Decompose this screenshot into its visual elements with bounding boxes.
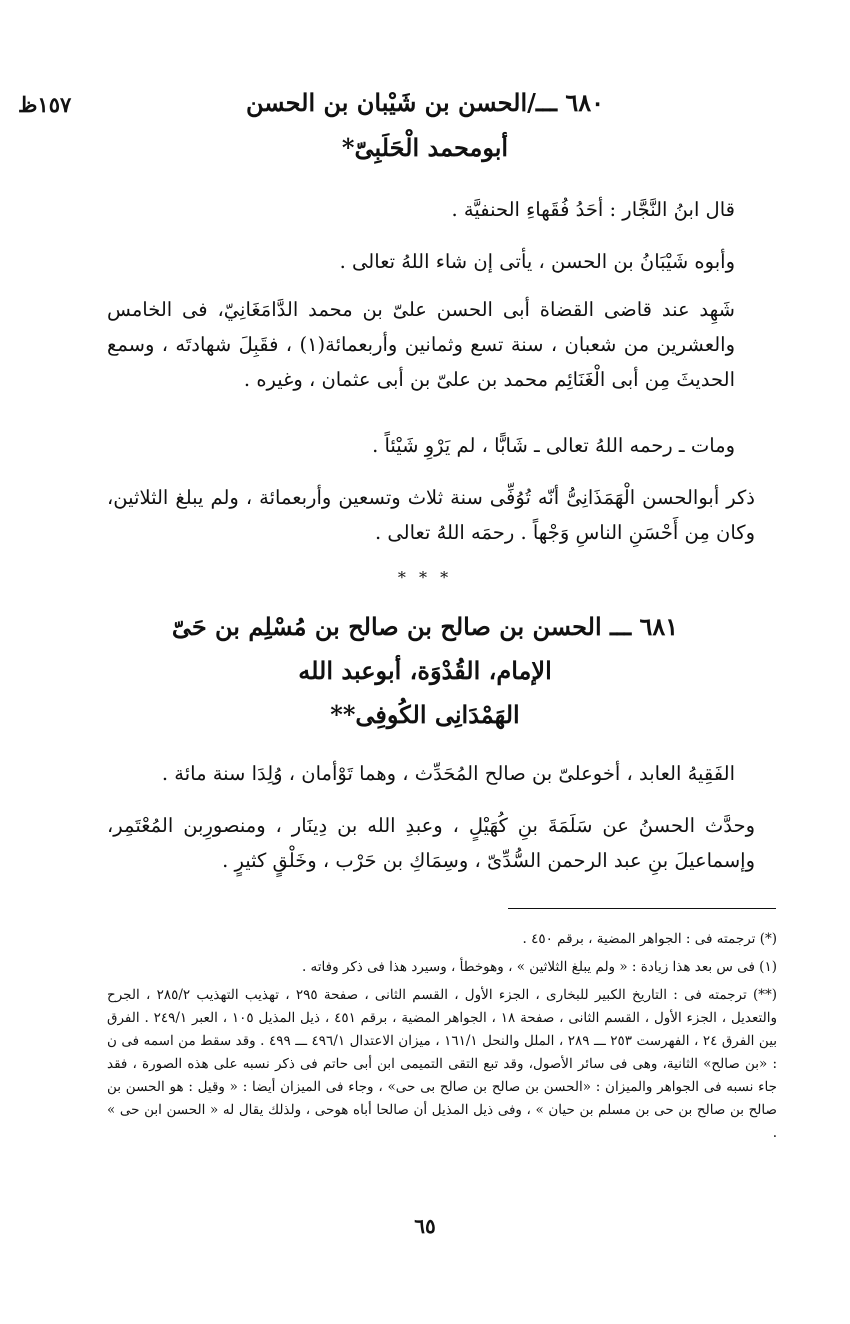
footnote-double-star: (**) ترجمته فى : التاريخ الكبير للبخارى ، الجزء الأول ، القسم الثانى ، صفحة ٢٩٥ ، تهذيب التهذيب ٢٨٥/٢ ، الجرح والتعديل ، الجزء الأول ، القسم الثانى ، صفحة ١٨ ، الجواهر المضية ، برقم ٤٥١ ، ذيل المذيل ١٠٥ ، العبر ٢٤٩/١ . الفرق بين الفرق ٢٤ ، الفهرست ٢٥٣ ـــ ٢٨٩ ، الملل والنحل ١٦١/١ ، ميزان الاعتدال ٤٩٦/١ ـــ ٤٩٩ . وقد سقط من اسمه فى ن : «بن صالح» الثانية، وهى فى سائر الأصول، وقد تبع التقى التميمى ابن أبى حاتم فى ذكر نسبه على هذه الصورة ، فقد جاء نسبه فى الجواهر والميزان : «الحسن بن صالح بن صالح بى حى» ، وجاء فى الميزان أيضا : « وقيل : هو الحسن بن صالح بن صالح بن حى بن مسلم بن حيان » ، وفى ذيل المذيل أن صالحا أباه هوحى ، ولذلك يقال له « الحسن ابن حى » . — [107, 987, 778, 1141]
entry-680-paragraph-4: ومات ـ رحمه اللهُ تعالى ـ شَابًّا ، لم يَرْوِ شَيْئاً . — [372, 434, 735, 457]
section-separator: * * * — [397, 568, 453, 587]
page-number: ٦٥ — [414, 1214, 436, 1238]
entry-680-paragraph-3: شَهِد عند قاضى القضاة أبى الحسن علىّ بن محمد الدَّامَغَانِيّ، فى الخامس والعشرين من شعبان ، سنة تسع وثمانين وأربعمائة(١) ، فقَبِلَ شهادتَه ، وسمع الحديثَ مِن أبى الْغَنَائِم محمد بن علىّ بن أبى عثمان ، وغيره . — [107, 298, 735, 391]
entry-681-heading-line2: الإمام، القُدْوَة، أبوعبد الله — [298, 656, 552, 685]
footnote-star: (*) ترجمته فى : الجواهر المضية ، برقم ٤٥٠ . — [522, 931, 777, 947]
entry-681-heading-line1: ٦٨١ ـــ الحسن بن صالح بن صالح بن مُسْلِم بن حَىّ — [171, 612, 679, 641]
entry-680-paragraph-2: وأبوه شَيْبَانُ بن الحسن ، يأتى إن شاء اللهُ تعالى . — [339, 250, 735, 273]
entry-680-paragraph-5: ذكر أبوالحسن الْهَمَذَانِىُّ أنّه تُوُفِّى سنة ثلاث وتسعين وأربعمائة ، ولم يبلغ الثلاثين، وكان مِن أَحْسَنِ الناسِ وَجْهاً . رحمَه اللهُ تعالى . — [107, 486, 755, 544]
entry-680-heading-line2: أبومحمد الْحَلَبِىّ* — [341, 133, 509, 162]
entry-680-paragraph-1: قال ابنُ النَّجَّار : أحَدُ فُقَهاءِ الحنفيَّة . — [451, 198, 735, 221]
entry-681-heading-line3: الهَمْدَانِى الكُوفِى** — [330, 700, 520, 729]
entry-681-paragraph-2: وحدَّث الحسنُ عن سَلَمَةَ بنِ كُهَيْلٍ ، وعبدِ الله بن دِينَار ، ومنصورِبن المُعْتَمِر، وإسماعيلَ بنِ عبد الرحمن السُّدِّىّ ، وسِمَاكِ بن حَرْب ، وخَلْقٍ كثيرٍ . — [107, 814, 755, 872]
entry-681-paragraph-1: الفَقِيهُ العابد ، أخوعلىّ بن صالح المُحَدِّث ، وهما تَوْأمان ، وُلِدَا سنة مائة . — [161, 762, 735, 785]
footnote-divider — [508, 908, 776, 909]
entry-680-heading-line1: ٦٨٠ ـــ/الحسن بن شَيْبان بن الحسن — [245, 88, 605, 117]
margin-folio-reference: ١٥٧ظ — [18, 92, 72, 117]
footnote-1: (١) فى س بعد هذا زيادة : « ولم يبلغ الثلاثين » ، وهوخطأ ، وسيرد هذا فى ذكر وفاته . — [301, 959, 777, 975]
